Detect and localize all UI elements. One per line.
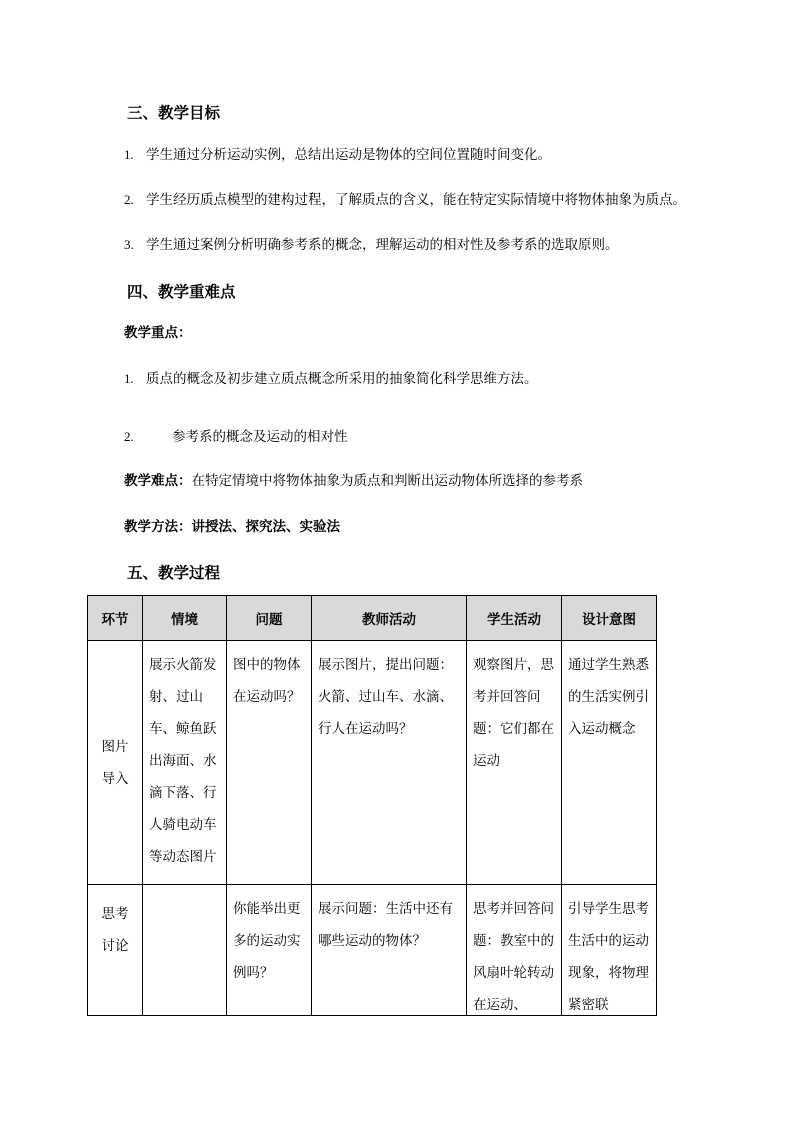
table-row — [88, 885, 657, 1016]
design-intent-cell: 通过学生熟悉的生活实例引入运动概念 — [562, 641, 657, 885]
objective-item-3 — [124, 233, 619, 253]
objective-text: 学生经历质点模型的建构过程，了解质点的含义，能在特定实际情境中将物体抽象为质点。 — [146, 192, 686, 208]
key-point-number: 2. — [124, 429, 134, 444]
objective-text: 学生通过案例分析明确参考系的概念，理解运动的相对性及参考系的选取原则。 — [146, 237, 619, 253]
objective-item-1 — [124, 143, 551, 163]
objective-number: 2. — [124, 192, 134, 207]
section-4-title: 四、教学重难点 — [127, 283, 236, 301]
key-points-label: 教学重点： — [124, 325, 192, 341]
difficulty-text: 在特定情境中将物体抽象为质点和判断出运动物体所选择的参考系 — [191, 473, 583, 489]
teaching-process-table — [87, 595, 657, 1016]
stage-cell: 思考讨论 — [88, 885, 143, 1016]
question-cell: 你能举出更多的运动实例吗？ — [227, 885, 312, 1016]
method-text: 讲授法、探究法、实验法 — [191, 519, 340, 535]
table-row — [88, 641, 657, 885]
question-cell: 图中的物体在运动吗？ — [227, 641, 312, 885]
student-activity-cell: 观察图片，思考并回答问题：它们都在运动 — [467, 641, 562, 885]
key-point-item-2 — [124, 425, 348, 445]
teacher-activity-cell: 展示问题：生活中还有哪些运动的物体？ — [312, 885, 467, 1016]
stage-cell: 图片导入 — [88, 641, 143, 885]
header-student-activity: 学生活动 — [467, 596, 562, 641]
section-5-title: 五、教学过程 — [127, 564, 221, 582]
difficulty-label: 教学难点： — [124, 473, 192, 489]
difficulty-line — [124, 469, 583, 489]
objective-text: 学生通过分析运动实例，总结出运动是物体的空间位置随时间变化。 — [146, 147, 551, 163]
section-3-title: 三、教学目标 — [127, 104, 221, 122]
student-activity-cell: 思考并回答问题：教室中的风扇叶轮转动在运动、 — [467, 885, 562, 1016]
key-point-item-1 — [124, 367, 538, 387]
table-header-row — [88, 596, 657, 641]
key-point-number: 1. — [124, 371, 134, 386]
objective-number: 1. — [124, 147, 134, 162]
header-teacher-activity: 教师活动 — [312, 596, 467, 641]
method-line — [124, 515, 340, 535]
header-stage: 环节 — [88, 596, 143, 641]
teacher-activity-cell: 展示图片，提出问题：火箭、过山车、水滴、行人在运动吗？ — [312, 641, 467, 885]
header-design-intent: 设计意图 — [562, 596, 657, 641]
method-label: 教学方法： — [124, 519, 192, 535]
objective-item-2 — [124, 188, 686, 208]
design-intent-cell: 引导学生思考生活中的运动现象，将物理紧密联 — [562, 885, 657, 1016]
key-point-text: 参考系的概念及运动的相对性 — [172, 429, 348, 445]
header-scenario: 情境 — [143, 596, 227, 641]
scenario-cell — [143, 885, 227, 1016]
scenario-cell: 展示火箭发射、过山车、鲸鱼跃出海面、水滴下落、行人骑电动车等动态图片 — [143, 641, 227, 885]
objective-number: 3. — [124, 237, 134, 252]
key-point-text: 质点的概念及初步建立质点概念所采用的抽象简化科学思维方法。 — [146, 371, 538, 387]
header-question: 问题 — [227, 596, 312, 641]
